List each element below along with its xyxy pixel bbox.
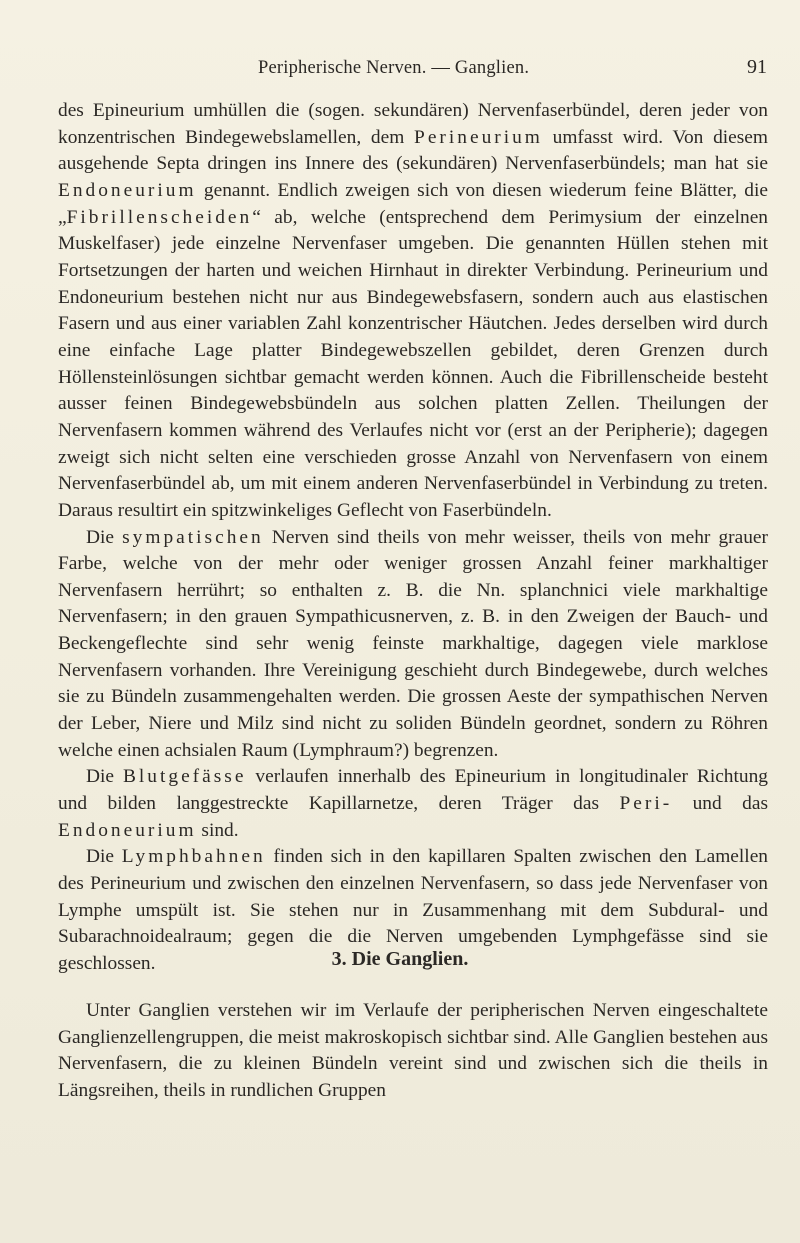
page-number: 91 <box>747 56 767 78</box>
text-run: finden sich in den kapillaren Spalten zwischen den Lamellen des Perineurium und zwischen den einzelnen Nervenfasern, so dass jede Nervenfaser von Lymphe umspült ist. Sie stehen nur in Zusammenhang mit dem Subdural- und Subarachnoidealraum; gegen die die Nerven umgebenden Lymphgefässe sind sie geschlossen. <box>58 846 768 974</box>
term-peri: Peri- <box>619 793 673 815</box>
term-sympatischen: sympatischen <box>122 526 264 548</box>
text-run: Nerven sind theils von mehr weisser, theils von mehr grauer Farbe, welche von der mehr oder weniger grossen Anzahl feiner markhaltiger Nervenfasern herrührt; so enthalten z. B. die Nn. splanchnici viele markhaltige Nervenfasern; in den grauen Sympathicusnerven, z. B. in den Zweigen der Bauch- und Beckengeflechte sind sehr wenig feinste markhaltige, dagegen viele marklose Nervenfasern vorhanden. Ihre Vereinigung geschieht durch Bindegewebe, durch welches sie zu Bündeln zusammengehalten werden. Die grossen Aeste der sympathischen Nerven der Leber, Niere und Milz sind nicht zu soliden Bündeln geordnet, sondern zu Röhren welche einen achsialen Raum (Lymphraum?) begrenzen. <box>58 526 768 761</box>
term-lymphbahnen: Lymphbahnen <box>121 846 266 868</box>
text-run: umfasst wird. Von diesem ausgehende Septa dringen ins Innere des (sekundären) Nervenfaserbündels; man hat sie <box>58 126 768 175</box>
term-fibrillenscheiden: Fibrillenscheiden <box>66 206 253 228</box>
paragraph-perineurium <box>58 98 768 525</box>
text-run: des Epineurium umhüllen die (sogen. sekundären) Nervenfaserbündel, deren jeder von konzentrischen Bindegewebslamellen, dem <box>58 100 768 148</box>
section-heading: 3. Die Ganglien. <box>331 948 469 970</box>
text-run: Die <box>86 846 122 868</box>
term-perineurium: Perineurium <box>414 126 543 148</box>
text-run: genannt. Endlich zweigen sich von diesen wiederum feine Blätter, die „ <box>58 179 768 228</box>
body-text <box>58 98 768 978</box>
running-title: Peripherische Nerven. — Ganglien. <box>258 58 530 78</box>
term-endoneurium-2: Endoneurium <box>58 819 197 841</box>
text-run: Die <box>86 766 123 788</box>
text-run: und das <box>672 793 768 815</box>
term-blutgefaesse: Blutgefässe <box>122 766 247 788</box>
text-run: Die <box>86 526 123 548</box>
paragraph-ganglia: Unter Ganglien verstehen wir im Verlaufe der peripherischen Nerven eingeschaltete Ganglienzellengruppen, die meist makroskopisch sichtbar sind. Alle Ganglien bestehen aus Nervenfasern, die zu kleinen Bündeln vereint sind und zwischen sich die theils in Längsreihen, theils in rundlichen Gruppen <box>58 1000 768 1101</box>
term-endoneurium: Endoneurium <box>58 179 197 201</box>
paragraph-blood-vessels <box>58 764 768 844</box>
section-body-text <box>58 998 768 1105</box>
paragraph-sympathetic <box>58 525 768 765</box>
text-run: verlaufen innerhalb des Epineurium in longitudinaler Richtung und bilden langgestreckte Kapillarnetze, deren Träger das <box>58 766 768 815</box>
text-run: sind. <box>196 819 239 841</box>
text-run: “ ab, welche (entsprechend dem Perimysium der einzelnen Muskelfaser) jede einzelne Nervenfaser umgeben. Die genannten Hüllen stehen mit Fortsetzungen der harten und weichen Hirnhaut in direkter Verbindung. Perineurium und Endoneurium bestehen nicht nur aus Bindegewebsfasern, sondern auch aus elastischen Fasern und aus einer variablen Zahl konzentrischer Häutchen. Jedes derselben wird durch eine einfache Lage platter Bindegewebszellen gebildet, deren Grenzen durch Höllensteinlösungen sichtbar gemacht werden können. Auch die Fibrillenscheide besteht ausser feinen Bindegewebsbündeln aus solchen platten Zellen. Theilungen der Nervenfasern kommen während des Verlaufes nicht vor (erst an der Peripherie); dagegen zweigt sich nicht selten eine verschieden grosse Anzahl von Nervenfasern von einem Nervenfaserbündel ab, um mit einem anderen Nervenfaserbündel in Verbindung zu treten. Daraus resultirt ein spitzwinkeliges Geflecht von Faserbündeln. <box>58 206 768 521</box>
page-header <box>0 56 800 86</box>
